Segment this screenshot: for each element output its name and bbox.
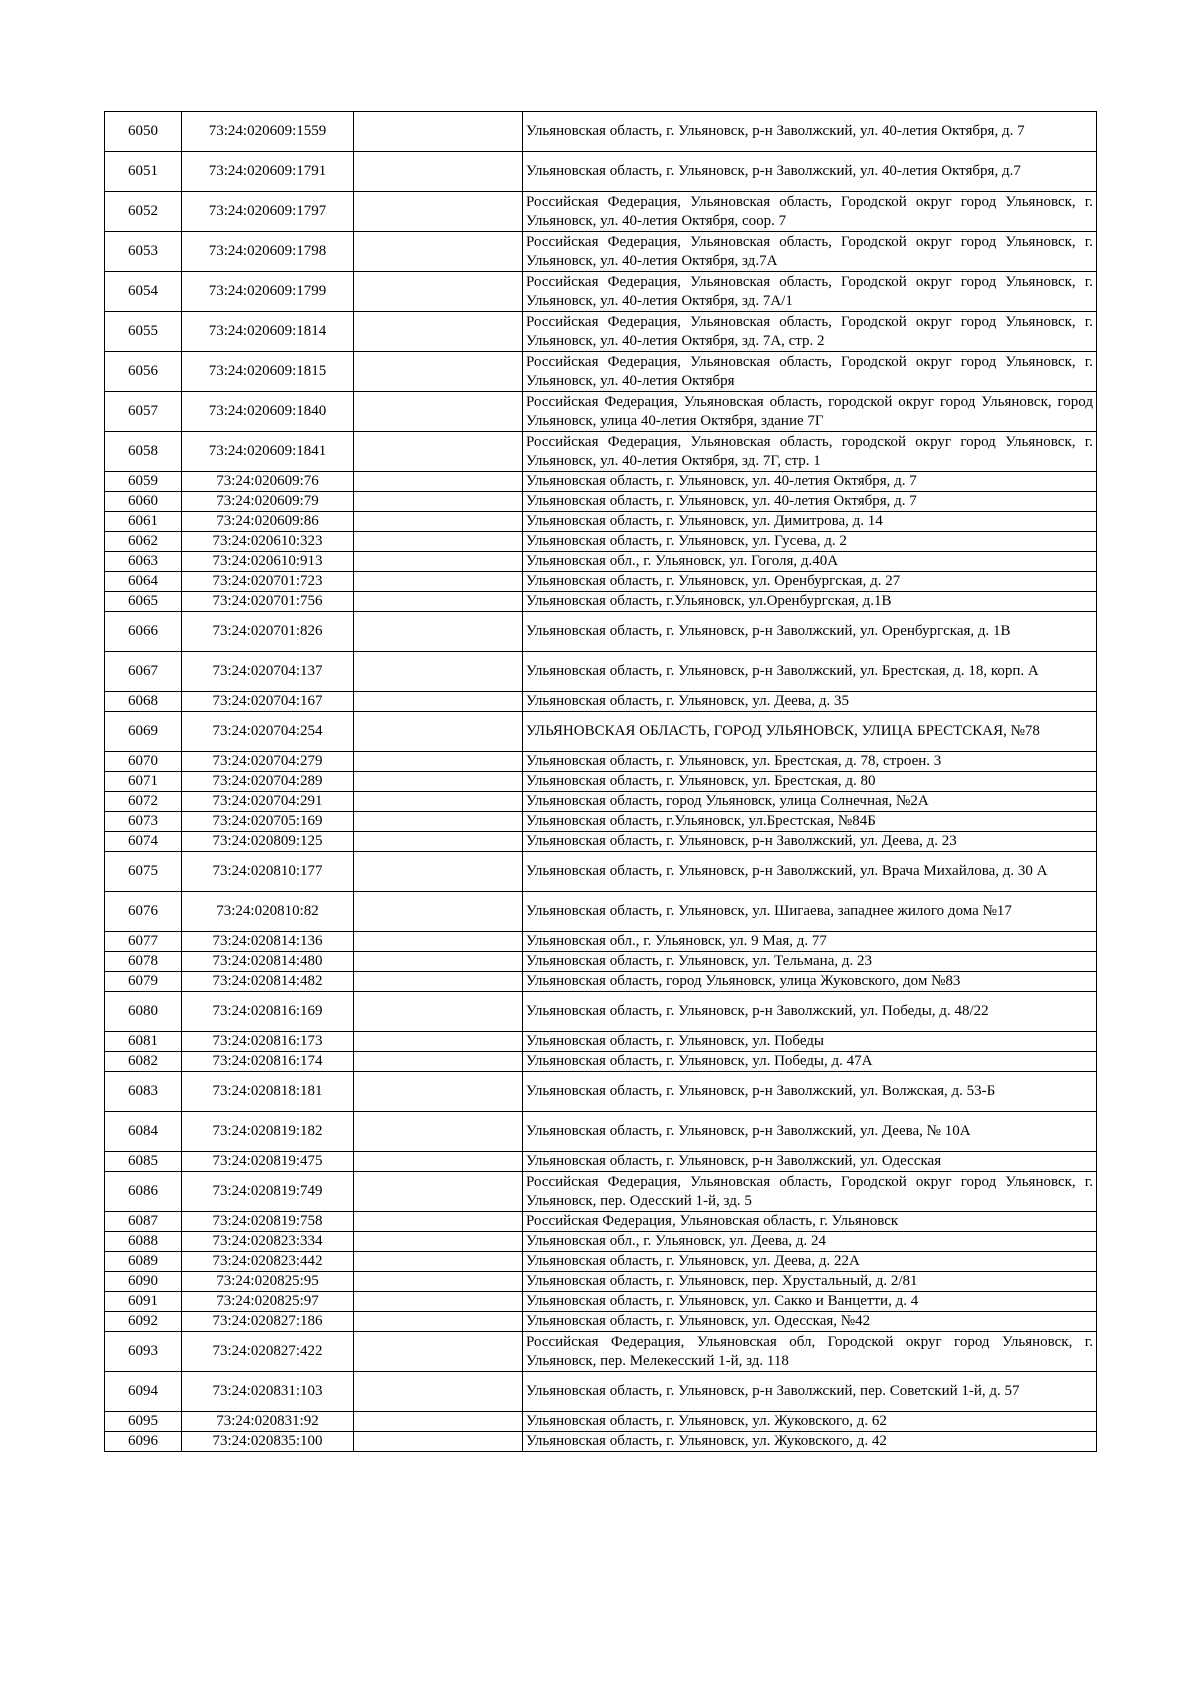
table-row: [105, 1072, 1097, 1112]
row-number-cell: 6059: [105, 472, 182, 492]
row-number-cell: 6051: [105, 152, 182, 192]
cadastral-number-cell: 73:24:020819:758: [182, 1212, 354, 1232]
cadastral-number-cell: 73:24:020816:169: [182, 992, 354, 1032]
table-row: [105, 432, 1097, 472]
cadastral-number-cell: 73:24:020610:913: [182, 552, 354, 572]
cadastral-number-cell: 73:24:020835:100: [182, 1432, 354, 1452]
empty-cell: [354, 852, 523, 892]
address-cell: Ульяновская область, г. Ульяновск, р-н Заволжский, ул. Одесская: [523, 1152, 1097, 1172]
row-number-cell: 6087: [105, 1212, 182, 1232]
table-row: [105, 1272, 1097, 1292]
address-cell: Российская Федерация, Ульяновская область, Городской округ город Ульяновск, г. Ульяновск, ул. 40-летия Октября, зд.7А: [523, 232, 1097, 272]
table-row: [105, 192, 1097, 232]
table-row: [105, 472, 1097, 492]
property-table: [104, 111, 1097, 1452]
row-number-cell: 6084: [105, 1112, 182, 1152]
row-number-cell: 6085: [105, 1152, 182, 1172]
empty-cell: [354, 352, 523, 392]
cadastral-number-cell: 73:24:020819:475: [182, 1152, 354, 1172]
table-row: [105, 232, 1097, 272]
table-row: [105, 752, 1097, 772]
cadastral-number-cell: 73:24:020609:1840: [182, 392, 354, 432]
row-number-cell: 6083: [105, 1072, 182, 1112]
row-number-cell: 6074: [105, 832, 182, 852]
row-number-cell: 6090: [105, 1272, 182, 1292]
table-row: [105, 592, 1097, 612]
table-row: [105, 852, 1097, 892]
cadastral-number-cell: 73:24:020819:749: [182, 1172, 354, 1212]
address-cell: Ульяновская область, г. Ульяновск, р-н Заволжский, пер. Советский 1-й, д. 57: [523, 1372, 1097, 1412]
address-cell: Ульяновская обл., г. Ульяновск, ул. Гоголя, д.40А: [523, 552, 1097, 572]
table-row: [105, 1312, 1097, 1332]
table-row: [105, 1332, 1097, 1372]
cadastral-number-cell: 73:24:020609:1798: [182, 232, 354, 272]
empty-cell: [354, 952, 523, 972]
cadastral-number-cell: 73:24:020704:137: [182, 652, 354, 692]
cadastral-number-cell: 73:24:020609:1841: [182, 432, 354, 472]
empty-cell: [354, 312, 523, 352]
address-cell: Ульяновская область, г. Ульяновск, р-н Заволжский, ул. Волжская, д. 53-Б: [523, 1072, 1097, 1112]
table-row: [105, 972, 1097, 992]
empty-cell: [354, 612, 523, 652]
row-number-cell: 6058: [105, 432, 182, 472]
empty-cell: [354, 432, 523, 472]
cadastral-number-cell: 73:24:020827:422: [182, 1332, 354, 1372]
empty-cell: [354, 1332, 523, 1372]
cadastral-number-cell: 73:24:020825:95: [182, 1272, 354, 1292]
address-cell: Российская Федерация, Ульяновская область, Городской округ город Ульяновск, г. Ульяновск, пер. Одесский 1-й, зд. 5: [523, 1172, 1097, 1212]
address-cell: Российская Федерация, Ульяновская обл, Городской округ город Ульяновск, г. Ульяновск, пер. Мелекесский 1-й, зд. 118: [523, 1332, 1097, 1372]
address-cell: Ульяновская область, г. Ульяновск, ул. Шигаева, западнее жилого дома №17: [523, 892, 1097, 932]
cadastral-number-cell: 73:24:020823:334: [182, 1232, 354, 1252]
address-cell: Ульяновская область, г.Ульяновск, ул.Брестская, №84Б: [523, 812, 1097, 832]
table-row: [105, 572, 1097, 592]
address-cell: Ульяновская область, г. Ульяновск, ул. Победы, д. 47А: [523, 1052, 1097, 1072]
row-number-cell: 6086: [105, 1172, 182, 1212]
address-cell: Российская Федерация, Ульяновская область, Городской округ город Ульяновск, г. Ульяновск, ул. 40-летия Октября: [523, 352, 1097, 392]
address-cell: УЛЬЯНОВСКАЯ ОБЛАСТЬ, ГОРОД УЛЬЯНОВСК, УЛИЦА БРЕСТСКАЯ, №78: [523, 712, 1097, 752]
address-cell: Ульяновская область, г. Ульяновск, ул. Тельмана, д. 23: [523, 952, 1097, 972]
cadastral-number-cell: 73:24:020609:1799: [182, 272, 354, 312]
address-cell: Ульяновская область, г. Ульяновск, ул. Брестская, д. 80: [523, 772, 1097, 792]
empty-cell: [354, 1152, 523, 1172]
row-number-cell: 6065: [105, 592, 182, 612]
row-number-cell: 6080: [105, 992, 182, 1032]
row-number-cell: 6066: [105, 612, 182, 652]
address-cell: Ульяновская область, г. Ульяновск, ул. Жуковского, д. 42: [523, 1432, 1097, 1452]
address-cell: Ульяновская область, г. Ульяновск, ул. Деева, д. 35: [523, 692, 1097, 712]
address-cell: Ульяновская область, г. Ульяновск, ул. Димитрова, д. 14: [523, 512, 1097, 532]
cadastral-number-cell: 73:24:020701:756: [182, 592, 354, 612]
address-cell: Ульяновская обл., г. Ульяновск, ул. 9 Мая, д. 77: [523, 932, 1097, 952]
table-row: [105, 512, 1097, 532]
row-number-cell: 6060: [105, 492, 182, 512]
table-row: [105, 1232, 1097, 1252]
address-cell: Российская Федерация, Ульяновская область, Городской округ город Ульяновск, г. Ульяновск, ул. 40-летия Октября, соор. 7: [523, 192, 1097, 232]
table-row: [105, 652, 1097, 692]
cadastral-number-cell: 73:24:020810:177: [182, 852, 354, 892]
row-number-cell: 6050: [105, 112, 182, 152]
cadastral-number-cell: 73:24:020704:279: [182, 752, 354, 772]
address-cell: Ульяновская область, г. Ульяновск, ул. 40-летия Октября, д. 7: [523, 492, 1097, 512]
address-cell: Ульяновская область, г.Ульяновск, ул.Оренбургская, д.1В: [523, 592, 1097, 612]
address-cell: Ульяновская область, г. Ульяновск, ул. Гусева, д. 2: [523, 532, 1097, 552]
table-row: [105, 1152, 1097, 1172]
address-cell: Ульяновская обл., г. Ульяновск, ул. Деева, д. 24: [523, 1232, 1097, 1252]
cadastral-number-cell: 73:24:020831:103: [182, 1372, 354, 1412]
address-cell: Ульяновская область, г. Ульяновск, ул. 40-летия Октября, д. 7: [523, 472, 1097, 492]
table-row: [105, 1212, 1097, 1232]
cadastral-number-cell: 73:24:020809:125: [182, 832, 354, 852]
cadastral-number-cell: 73:24:020823:442: [182, 1252, 354, 1272]
empty-cell: [354, 392, 523, 432]
row-number-cell: 6072: [105, 792, 182, 812]
empty-cell: [354, 792, 523, 812]
empty-cell: [354, 812, 523, 832]
row-number-cell: 6069: [105, 712, 182, 752]
address-cell: Ульяновская область, город Ульяновск, улица Солнечная, №2А: [523, 792, 1097, 812]
address-cell: Ульяновская область, г. Ульяновск, р-н Заволжский, ул. 40-летия Октября, д. 7: [523, 112, 1097, 152]
cadastral-number-cell: 73:24:020816:174: [182, 1052, 354, 1072]
address-cell: Ульяновская область, г. Ульяновск, ул. Жуковского, д. 62: [523, 1412, 1097, 1432]
empty-cell: [354, 1032, 523, 1052]
empty-cell: [354, 552, 523, 572]
empty-cell: [354, 932, 523, 952]
row-number-cell: 6082: [105, 1052, 182, 1072]
table-row: [105, 492, 1097, 512]
table-row: [105, 612, 1097, 652]
row-number-cell: 6092: [105, 1312, 182, 1332]
empty-cell: [354, 1232, 523, 1252]
empty-cell: [354, 692, 523, 712]
cadastral-number-cell: 73:24:020705:169: [182, 812, 354, 832]
address-cell: Ульяновская область, г. Ульяновск, ул. Сакко и Ванцетти, д. 4: [523, 1292, 1097, 1312]
cadastral-number-cell: 73:24:020814:480: [182, 952, 354, 972]
row-number-cell: 6064: [105, 572, 182, 592]
cadastral-number-cell: 73:24:020704:289: [182, 772, 354, 792]
cadastral-number-cell: 73:24:020701:723: [182, 572, 354, 592]
cadastral-number-cell: 73:24:020609:76: [182, 472, 354, 492]
cadastral-number-cell: 73:24:020818:181: [182, 1072, 354, 1112]
cadastral-number-cell: 73:24:020704:167: [182, 692, 354, 712]
cadastral-number-cell: 73:24:020704:254: [182, 712, 354, 752]
empty-cell: [354, 752, 523, 772]
row-number-cell: 6088: [105, 1232, 182, 1252]
table-row: [105, 772, 1097, 792]
address-cell: Ульяновская область, г. Ульяновск, ул. Одесская, №42: [523, 1312, 1097, 1332]
row-number-cell: 6052: [105, 192, 182, 232]
empty-cell: [354, 532, 523, 552]
row-number-cell: 6063: [105, 552, 182, 572]
table-row: [105, 272, 1097, 312]
row-number-cell: 6094: [105, 1372, 182, 1412]
empty-cell: [354, 1312, 523, 1332]
table-row: [105, 552, 1097, 572]
table-row: [105, 712, 1097, 752]
cadastral-number-cell: 73:24:020609:79: [182, 492, 354, 512]
empty-cell: [354, 592, 523, 612]
row-number-cell: 6093: [105, 1332, 182, 1372]
empty-cell: [354, 492, 523, 512]
address-cell: Ульяновская область, г. Ульяновск, ул. Победы: [523, 1032, 1097, 1052]
row-number-cell: 6053: [105, 232, 182, 272]
cadastral-number-cell: 73:24:020831:92: [182, 1412, 354, 1432]
empty-cell: [354, 572, 523, 592]
empty-cell: [354, 772, 523, 792]
cadastral-number-cell: 73:24:020810:82: [182, 892, 354, 932]
row-number-cell: 6077: [105, 932, 182, 952]
address-cell: Российская Федерация, Ульяновская область, г. Ульяновск: [523, 1212, 1097, 1232]
empty-cell: [354, 512, 523, 532]
cadastral-number-cell: 73:24:020827:186: [182, 1312, 354, 1332]
cadastral-number-cell: 73:24:020609:1791: [182, 152, 354, 192]
address-cell: Ульяновская область, город Ульяновск, улица Жуковского, дом №83: [523, 972, 1097, 992]
row-number-cell: 6062: [105, 532, 182, 552]
table-row: [105, 352, 1097, 392]
address-cell: Ульяновская область, г. Ульяновск, р-н Заволжский, ул. Деева, № 10А: [523, 1112, 1097, 1152]
cadastral-number-cell: 73:24:020701:826: [182, 612, 354, 652]
table-row: [105, 392, 1097, 432]
empty-cell: [354, 272, 523, 312]
empty-cell: [354, 1372, 523, 1412]
cadastral-number-cell: 73:24:020609:86: [182, 512, 354, 532]
table-row: [105, 1292, 1097, 1312]
table-row: [105, 792, 1097, 812]
empty-cell: [354, 892, 523, 932]
address-cell: Ульяновская область, г. Ульяновск, ул. Оренбургская, д. 27: [523, 572, 1097, 592]
address-cell: Ульяновская область, г. Ульяновск, р-н Заволжский, ул. Деева, д. 23: [523, 832, 1097, 852]
table-row: [105, 1112, 1097, 1152]
cadastral-number-cell: 73:24:020819:182: [182, 1112, 354, 1152]
property-table-body: [105, 112, 1097, 1452]
empty-cell: [354, 1052, 523, 1072]
table-row: [105, 1252, 1097, 1272]
empty-cell: [354, 1292, 523, 1312]
table-row: [105, 532, 1097, 552]
empty-cell: [354, 232, 523, 272]
table-row: [105, 932, 1097, 952]
table-row: [105, 1372, 1097, 1412]
table-row: [105, 152, 1097, 192]
table-row: [105, 812, 1097, 832]
empty-cell: [354, 972, 523, 992]
row-number-cell: 6073: [105, 812, 182, 832]
empty-cell: [354, 712, 523, 752]
row-number-cell: 6095: [105, 1412, 182, 1432]
empty-cell: [354, 1412, 523, 1432]
row-number-cell: 6096: [105, 1432, 182, 1452]
empty-cell: [354, 192, 523, 232]
address-cell: Ульяновская область, г. Ульяновск, р-н Заволжский, ул. Оренбургская, д. 1В: [523, 612, 1097, 652]
address-cell: Российская Федерация, Ульяновская область, городской округ город Ульяновск, город Ульяновск, улица 40-летия Октября, здание 7Г: [523, 392, 1097, 432]
row-number-cell: 6089: [105, 1252, 182, 1272]
row-number-cell: 6076: [105, 892, 182, 932]
address-cell: Российская Федерация, Ульяновская область, городской округ город Ульяновск, г. Ульяновск, ул. 40-летия Октября, зд. 7Г, стр. 1: [523, 432, 1097, 472]
empty-cell: [354, 472, 523, 492]
address-cell: Ульяновская область, г. Ульяновск, пер. Хрустальный, д. 2/81: [523, 1272, 1097, 1292]
table-row: [105, 992, 1097, 1032]
address-cell: Ульяновская область, г. Ульяновск, р-н Заволжский, ул. Победы, д. 48/22: [523, 992, 1097, 1032]
table-row: [105, 832, 1097, 852]
row-number-cell: 6070: [105, 752, 182, 772]
row-number-cell: 6055: [105, 312, 182, 352]
table-row: [105, 1172, 1097, 1212]
row-number-cell: 6067: [105, 652, 182, 692]
empty-cell: [354, 1432, 523, 1452]
cadastral-number-cell: 73:24:020609:1559: [182, 112, 354, 152]
row-number-cell: 6056: [105, 352, 182, 392]
cadastral-number-cell: 73:24:020814:482: [182, 972, 354, 992]
cadastral-number-cell: 73:24:020609:1814: [182, 312, 354, 352]
empty-cell: [354, 1172, 523, 1212]
row-number-cell: 6079: [105, 972, 182, 992]
cadastral-number-cell: 73:24:020609:1815: [182, 352, 354, 392]
cadastral-number-cell: 73:24:020704:291: [182, 792, 354, 812]
address-cell: Российская Федерация, Ульяновская область, Городской округ город Ульяновск, г. Ульяновск, ул. 40-летия Октября, зд. 7А/1: [523, 272, 1097, 312]
empty-cell: [354, 1252, 523, 1272]
table-row: [105, 112, 1097, 152]
row-number-cell: 6054: [105, 272, 182, 312]
empty-cell: [354, 152, 523, 192]
empty-cell: [354, 1112, 523, 1152]
cadastral-number-cell: 73:24:020814:136: [182, 932, 354, 952]
empty-cell: [354, 112, 523, 152]
address-cell: Ульяновская область, г. Ульяновск, ул. Брестская, д. 78, строен. 3: [523, 752, 1097, 772]
empty-cell: [354, 652, 523, 692]
address-cell: Ульяновская область, г. Ульяновск, р-н Заволжский, ул. Брестская, д. 18, корп. А: [523, 652, 1097, 692]
row-number-cell: 6091: [105, 1292, 182, 1312]
cadastral-number-cell: 73:24:020825:97: [182, 1292, 354, 1312]
row-number-cell: 6081: [105, 1032, 182, 1052]
row-number-cell: 6068: [105, 692, 182, 712]
table-row: [105, 1052, 1097, 1072]
row-number-cell: 6078: [105, 952, 182, 972]
table-row: [105, 952, 1097, 972]
cadastral-number-cell: 73:24:020610:323: [182, 532, 354, 552]
table-row: [105, 1432, 1097, 1452]
table-row: [105, 692, 1097, 712]
address-cell: Ульяновская область, г. Ульяновск, ул. Деева, д. 22А: [523, 1252, 1097, 1272]
address-cell: Ульяновская область, г. Ульяновск, р-н Заволжский, ул. Врача Михайлова, д. 30 А: [523, 852, 1097, 892]
table-row: [105, 892, 1097, 932]
row-number-cell: 6057: [105, 392, 182, 432]
row-number-cell: 6071: [105, 772, 182, 792]
address-cell: Ульяновская область, г. Ульяновск, р-н Заволжский, ул. 40-летия Октября, д.7: [523, 152, 1097, 192]
cadastral-number-cell: 73:24:020816:173: [182, 1032, 354, 1052]
empty-cell: [354, 832, 523, 852]
address-cell: Российская Федерация, Ульяновская область, Городской округ город Ульяновск, г. Ульяновск, ул. 40-летия Октября, зд. 7А, стр. 2: [523, 312, 1097, 352]
empty-cell: [354, 1072, 523, 1112]
empty-cell: [354, 992, 523, 1032]
empty-cell: [354, 1272, 523, 1292]
row-number-cell: 6075: [105, 852, 182, 892]
row-number-cell: 6061: [105, 512, 182, 532]
cadastral-number-cell: 73:24:020609:1797: [182, 192, 354, 232]
empty-cell: [354, 1212, 523, 1232]
table-row: [105, 1412, 1097, 1432]
table-row: [105, 312, 1097, 352]
table-row: [105, 1032, 1097, 1052]
